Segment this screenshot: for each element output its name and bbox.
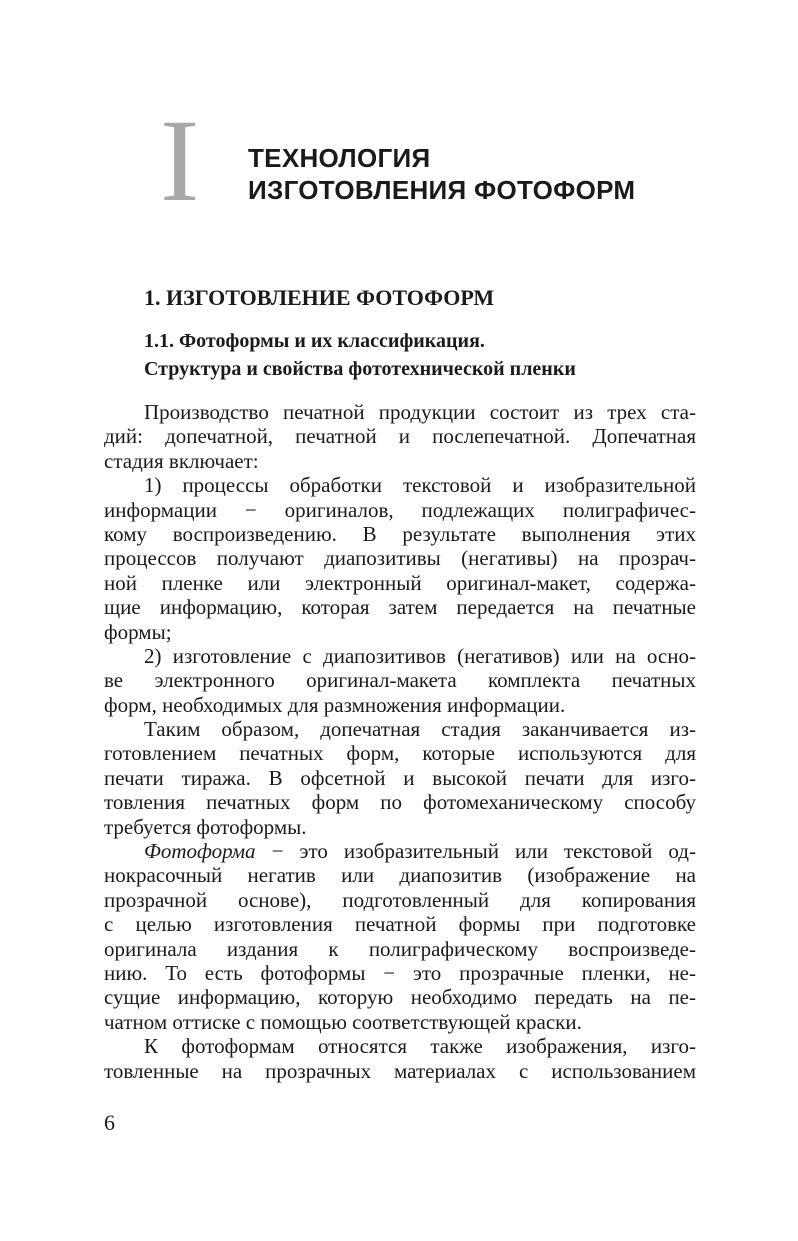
body-line: печати тиража. В офсетной и высокой печати для изго- (104, 765, 696, 790)
body-line: стадия включает: (104, 448, 259, 473)
body-line: ве электронного оригинал-макета комплекта печатных (104, 668, 696, 693)
body-line: сущие информацию, которую необходимо передать на пе- (104, 985, 696, 1010)
body-line: нокрасочный негатив или диапозитив (изображение на (104, 863, 696, 888)
body-line: оригинала издания к полиграфическому воспроизведе- (104, 936, 696, 961)
chapter-title-line-1: ТЕХНОЛОГИЯ (248, 143, 431, 173)
body-line: дий: допечатной, печатной и послепечатной. Допечатная (104, 424, 696, 449)
subsection-title-line-2: Структура и свойства фототехнической пленки (144, 358, 576, 380)
body-line: товленные на прозрачных материалах с использованием (104, 1058, 696, 1083)
body-line: готовлением печатных форм, которые используются для (104, 741, 696, 766)
body-line-with-term (104, 839, 696, 863)
italic-term: Фотоформа (144, 839, 256, 864)
body-line: 2) изготовление с диапозитивов (негативов) или на осно- (144, 643, 696, 668)
body-line: ной пленке или электронный оригинал-макет, содержа- (104, 570, 696, 595)
subsection-title-line-1: 1.1. Фотоформы и их классификация. (144, 330, 485, 352)
body-line: процессов получают диапозитивы (негативы) на прозрач- (104, 546, 696, 571)
chapter-title-line-2: ИЗГОТОВЛЕНИЯ ФОТОФОРМ (248, 175, 636, 205)
body-line: формы; (104, 619, 172, 644)
section-title: 1. ИЗГОТОВЛЕНИЕ ФОТОФОРМ (144, 285, 495, 310)
body-line: Таким образом, допечатная стадия заканчивается из- (144, 717, 696, 742)
subsection-title (144, 327, 576, 383)
body-line: Производство печатной продукции состоит из трех ста- (144, 400, 696, 424)
body-line: форм, необходимых для размножения информации. (104, 692, 566, 717)
body-line: К фотоформам относятся также изображения, изго- (144, 1034, 696, 1059)
body-line: чатном оттиске с помощью соответствующей краски. (104, 1009, 582, 1034)
body-line-rest: − это изобразительный или текстовой од- (255, 839, 696, 864)
chapter-title (248, 142, 635, 206)
body-line: требуется фотоформы. (104, 814, 307, 839)
body-line: щие информацию, которая затем передается на печатные (104, 595, 696, 620)
page-number: 6 (104, 1110, 115, 1135)
body-line: нию. То есть фотоформы − это прозрачные пленки, не- (104, 960, 696, 985)
body-line: прозрачной основе), подготовленный для копирования (104, 887, 696, 912)
body-text (104, 400, 696, 1083)
body-line: кому воспроизведению. В результате выполнения этих (104, 521, 696, 546)
body-line: с целью изготовления печатной формы при подготовке (104, 912, 696, 937)
body-line: товления печатных форм по фотомеханическому способу (104, 790, 696, 815)
body-line: 1) процессы обработки текстовой и изобразительной (144, 473, 696, 498)
chapter-numeral: I (160, 95, 200, 226)
body-line: информации − оригиналов, подлежащих полиграфичес- (104, 497, 696, 522)
